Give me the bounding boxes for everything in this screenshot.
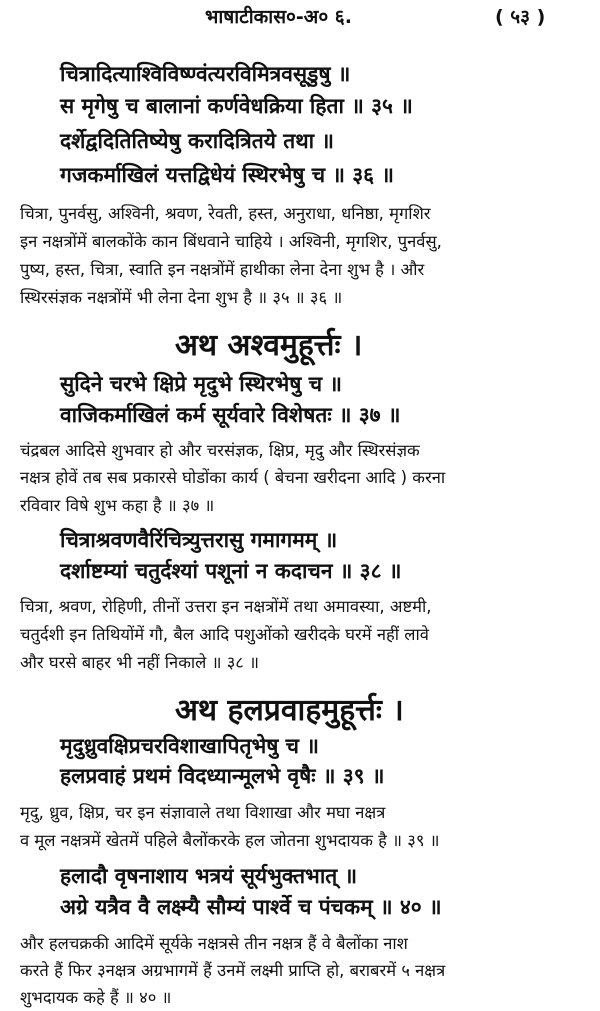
running-title: भाषाटीकास०-अ० ६. [205, 6, 352, 28]
commentary-38-line-2: चतुर्दशी इन तिथियोंमें गौ, बैल आदि पशुओंको खरीदके घरमें नहीं लावे [20, 625, 429, 644]
commentary-40-line-2: करते हैं फिर ३नक्षत्र अग्रभागमें हैं उनमें लक्ष्मी प्राप्ति हो, बराबरमें ५ नक्षत्र [20, 961, 446, 980]
commentary-38-line-3: और घरसे बाहर भी नहीं निकाले ॥ ३८ ॥ [20, 653, 260, 672]
verse-37-line-2: वाजिकर्माखिलं कर्म सूर्यवारे विशेषतः ॥ ३७ ॥ [60, 403, 401, 427]
commentary-37-line-2: नक्षत्र होवें तब सब प्रकारसे घोडोंका कार्य ( बेचना खरीदना आदि ) करना [20, 468, 446, 487]
verse-40-line-1: हलादौ वृषनाशाय भत्रयं सूर्यभुक्तभात् ॥ [60, 864, 358, 888]
verse-39-line-1: मृदुध्रुवक्षिप्रचरविशाखापितृभेषु च ॥ [60, 734, 319, 758]
commentary-39-line-2: व मूल नक्षत्रमें खेतमें पहिले बैलोंकरके हल जोतना शुभदायक है ॥ ३९ ॥ [20, 831, 440, 850]
page-number: ( ५३ ) [495, 6, 546, 28]
verse-38-line-2: दर्शाष्टम्यां चतुर्दश्यां पशूनां न कदाचन ॥ ३८ ॥ [60, 559, 402, 583]
commentary-40-line-3: शुभदायक कहे हैं ॥ ४० ॥ [20, 988, 172, 1007]
commentary-35-36-line-4: स्थिरसंज्ञक नक्षत्रोंमें भी लेना देना शुभ है ॥ ३५ ॥ ३६ ॥ [20, 288, 343, 307]
section-heading-ashva-muhurta: अथ अश्वमुहूर्त्तः । [175, 328, 363, 363]
verse-35-line-2: स मृगेषु च बालानां कर्णवेधक्रिया हिता ॥ ३५ ॥ [60, 94, 413, 118]
verse-39-line-2: हलप्रवाहं प्रथमं विदध्यान्मूलभे वृषैः ॥ ३९ ॥ [60, 764, 385, 788]
commentary-38-line-1: चित्रा, श्रवण, रोहिणी, तीनों उत्तरा इन नक्षत्रोंमें तथा अमावस्या, अष्टमी, [20, 597, 432, 616]
commentary-39-line-1: मृदु, ध्रुव, क्षिप्र, चर इन संज्ञावाले तथा विशाखा और मघा नक्षत्र [20, 803, 386, 822]
verse-35-line-1: चित्रादित्याश्विविष्ण्वंत्यरविमित्रवसूडुषु ॥ [60, 62, 351, 86]
commentary-40-line-1: और हलचक्रकी आदिमें सूर्यके नक्षत्रसे तीन नक्षत्र हैं वे बैलोंका नाश [20, 934, 408, 953]
verse-40-line-2: अग्रे यत्रैव वै लक्ष्म्यै सौम्यं पार्श्वे च पंचकम् ॥ ४० ॥ [60, 895, 442, 919]
commentary-35-36-line-1: चित्रा, पुनर्वसु, अश्विनी, श्रवण, रेवती, हस्त, अनुराधा, धनिष्ठा, मृगशिर [20, 204, 431, 223]
verse-36-line-1: दर्शेद्वदितितिष्येषु करादित्रितये तथा ॥ [60, 129, 334, 153]
commentary-37-line-1: चंद्रबल आदिसे शुभवार हो और चरसंज्ञक, क्षिप्र, मृदु और स्थिरसंज्ञक [20, 441, 420, 460]
verse-38-line-1: चित्राश्रवणवैरिंचित्र्युत्तरासु गमागमम् ॥ [60, 528, 338, 552]
commentary-35-36-line-3: पुष्य, हस्त, चित्रा, स्वाति इन नक्षत्रोंमें हाथीका लेना देना शुभ है । और [20, 260, 425, 279]
verse-37-line-1: सुदिने चरभे क्षिप्रे मृदुभे स्थिरभेषु च ॥ [60, 372, 342, 396]
commentary-35-36-line-2: इन नक्षत्रोंमें बालकोंके कान बिंधवाने चाहिये । अश्विनी, मृगशिर, पुनर्वसु, [20, 232, 442, 251]
verse-36-line-2: गजकर्माखिलं यत्तद्विधेयं स्थिरभेषु च ॥ ३६ ॥ [60, 163, 394, 187]
commentary-37-line-3: रविवार विषे शुभ कहा है ॥ ३७ ॥ [20, 496, 215, 515]
section-heading-halapravaha-muhurta: अथ हलप्रवाहमुहूर्त्तः । [175, 693, 404, 728]
